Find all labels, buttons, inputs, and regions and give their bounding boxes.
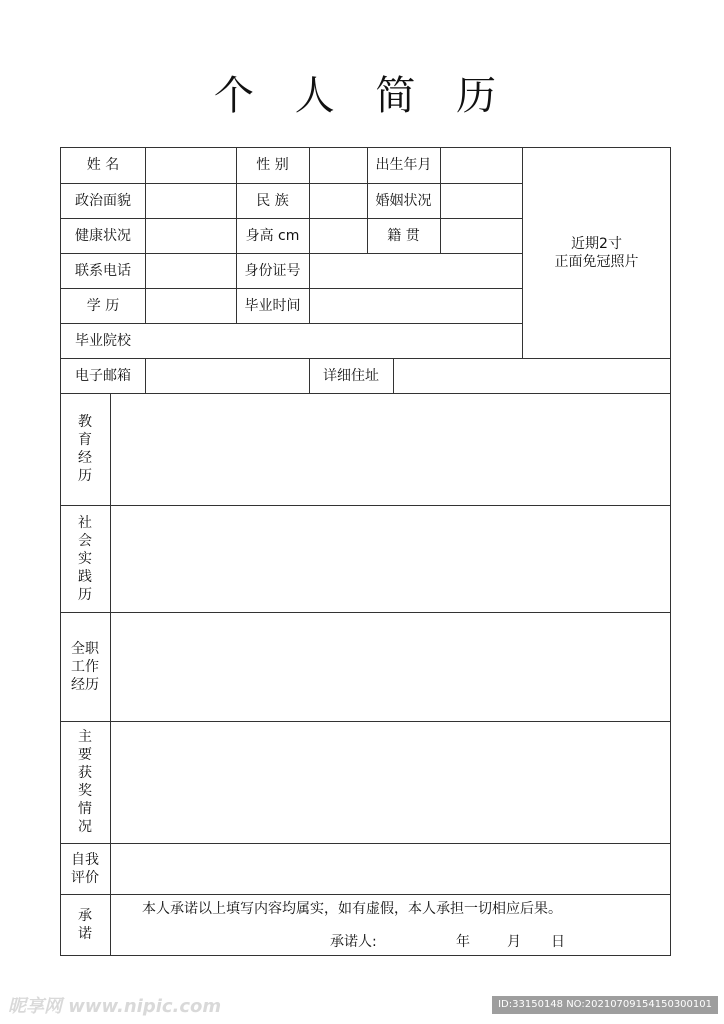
label-ethnicity: 民 族: [256, 192, 289, 209]
label-email: 电子邮箱: [75, 367, 131, 384]
gender-field[interactable]: [310, 148, 367, 183]
social-practice-field[interactable]: [111, 506, 670, 612]
email-field[interactable]: [146, 359, 309, 393]
label-grad-time: 毕业时间: [244, 297, 301, 314]
self-eval-field[interactable]: [111, 844, 670, 894]
label-height: 身高 cm: [245, 227, 300, 244]
label-education: 学 历: [86, 297, 120, 314]
photo-hint-line1: 近期2寸: [571, 236, 622, 252]
section-line-5: [60, 894, 671, 895]
page-title: 个 人 简 历: [213, 73, 511, 119]
label-phone: 联系电话: [75, 262, 131, 279]
frame-bottom: [60, 955, 671, 956]
promise-day: 日: [551, 934, 565, 950]
label-native: 籍 贯: [387, 227, 420, 244]
label-health: 健康状况: [75, 227, 131, 244]
watermark-id: ID:33150148 NO:20210709154150300101: [492, 996, 718, 1014]
photo-placeholder[interactable]: [523, 148, 670, 358]
marital-field[interactable]: [441, 184, 522, 218]
label-marital: 婚姻状况: [375, 192, 432, 209]
phone-field[interactable]: [146, 254, 236, 288]
promise-signer: 承诺人:: [330, 934, 377, 950]
label-awards: 主 要 获 奖 情 况: [78, 729, 92, 835]
frame-right: [670, 147, 671, 956]
label-birth: 出生年月: [375, 157, 432, 173]
ethnicity-field[interactable]: [310, 184, 367, 218]
photo-hint-line2: 正面免冠照片: [554, 254, 639, 270]
promise-statement: 本人承诺以上填写内容均属实，如有虚假，本人承担一切相应后果。: [142, 901, 562, 917]
label-self-eval: 自我 评价: [71, 851, 99, 886]
label-political: 政治面貌: [75, 192, 131, 209]
awards-field[interactable]: [111, 722, 670, 843]
name-field[interactable]: [146, 148, 236, 183]
edu-history-field[interactable]: [111, 394, 670, 505]
id-number-field[interactable]: [310, 254, 522, 288]
label-social-practice: 社 会 实 践 历: [78, 514, 92, 603]
promise-month: 月: [507, 934, 521, 950]
signature-field[interactable]: [385, 930, 450, 952]
work-history-field[interactable]: [111, 613, 670, 721]
label-name: 姓 名: [86, 157, 120, 173]
label-id-number: 身份证号: [244, 262, 301, 279]
grad-time-field[interactable]: [310, 289, 522, 323]
political-field[interactable]: [146, 184, 236, 218]
birth-field[interactable]: [441, 148, 522, 183]
promise-year: 年: [456, 934, 470, 950]
education-field[interactable]: [146, 289, 236, 323]
watermark-left: 昵享网 www.nipic.com: [8, 995, 222, 1017]
label-address: 详细住址: [323, 367, 379, 384]
label-school: 毕业院校: [75, 332, 131, 349]
health-field[interactable]: [146, 219, 236, 253]
label-work-history: 全职 工作 经历: [71, 640, 99, 693]
label-promise: 承 诺: [78, 907, 92, 942]
label-edu-history: 教 育 经 历: [78, 414, 92, 484]
label-gender: 性 别: [256, 157, 289, 173]
address-field[interactable]: [394, 359, 670, 393]
native-field[interactable]: [441, 219, 522, 253]
height-field[interactable]: [310, 219, 367, 253]
school-field[interactable]: [146, 324, 522, 358]
